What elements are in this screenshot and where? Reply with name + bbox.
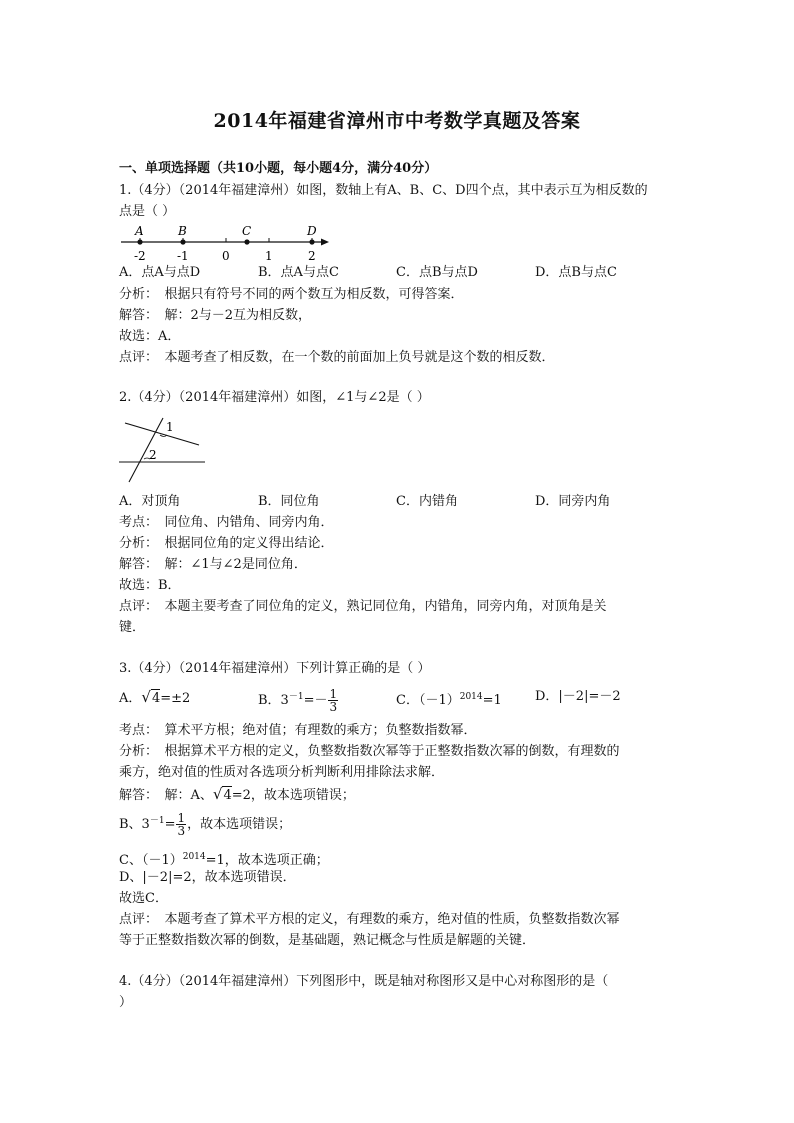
q2-option-b: B．同位角	[258, 494, 320, 509]
q3-choice: 故选C．	[119, 891, 168, 906]
q3-option-d: D．|－2|=－2	[535, 689, 621, 704]
q2-angle-figure	[119, 414, 211, 486]
section-heading: 一、单项选择题（共10小题，每小题4分，满分40分）	[119, 161, 438, 176]
q1-option-b: B．点A与点C	[258, 265, 339, 280]
q3-point: 考点： 算术平方根；绝对值；有理数的乘方；负整数指数幂．	[119, 723, 477, 738]
q3-comment-line2: 等于正整数指数次幂的倒数，是基础题，熟记概念与性质是解题的关键．	[119, 933, 536, 948]
q3-comment-line1: 点评： 本题考查了算术平方根的定义，有理数的乘方，绝对值的性质，负整数指数次幂	[119, 912, 620, 927]
q3-answer-b: B、$3^{-1}=$ $\frac{1}{3}$ ，故本选项错误；	[119, 811, 292, 838]
point-label-d: D	[307, 224, 317, 238]
q2-option-c: C．内错角	[396, 494, 458, 509]
point-label-c: C	[242, 224, 252, 238]
page-title: 2014年福建省漳州市中考数学真题及答案	[213, 110, 581, 132]
fraction: $\frac{1}{3}$	[329, 687, 338, 714]
q1-choice: 故选：A．	[119, 329, 181, 344]
point-label-a: A	[135, 224, 144, 238]
q3-analysis-line2: 乘方，绝对值的性质对各选项分析判断利用排除法求解．	[119, 765, 445, 780]
q2-answer: 解答： 解：∠1与∠2是同位角．	[119, 557, 307, 572]
q2-choice: 故选：B．	[119, 578, 181, 593]
tick-label: 1	[265, 249, 273, 263]
q2-options	[119, 493, 679, 511]
q2-stem: 2.（4分）（2014年福建漳州）如图，∠1与∠2是（ ）	[119, 390, 430, 405]
tick-label: -2	[134, 249, 146, 263]
q1-stem-line2: 点是（ ）	[119, 204, 176, 219]
q3-options	[119, 688, 679, 712]
q3-answer-c: C、$(-1)^{2014}=1$，故本选项正确；	[119, 852, 329, 868]
q3-answer-d: D、|－2|=2，故本选项错误．	[119, 870, 296, 885]
q2-option-d: D．同旁内角	[535, 494, 611, 509]
tick-label: -1	[177, 249, 189, 263]
q1-option-d: D．点B与点C	[535, 265, 617, 280]
q1-comment: 点评： 本题考查了相反数，在一个数的前面加上负号就是这个数的相反数．	[119, 350, 555, 365]
q1-options	[119, 264, 679, 282]
q1-number-line-figure	[119, 224, 334, 264]
q4-stem-line1: 4.（4分）（2014年福建漳州）下列图形中，既是轴对称图形又是中心对称图形的是（	[119, 974, 609, 989]
q3-answer: 解答： 解：A、√4=2，故本选项错误；	[119, 785, 355, 803]
q1-option-c: C．点B与点D	[396, 265, 478, 280]
q3-option-b: B．$3^{-1}=-$ $\frac{1}{3}$	[258, 687, 338, 714]
q3-stem: 3.（4分）（2014年福建漳州）下列计算正确的是（ ）	[119, 661, 431, 676]
q2-comment-line1: 点评： 本题主要考查了同位角的定义，熟记同位角，内错角，同旁内角，对顶角是关	[119, 599, 607, 614]
q2-point: 考点： 同位角、内错角、同旁内角．	[119, 515, 334, 530]
angle-label-2: 2	[149, 448, 157, 462]
q3-option-c: C．$(-1)^{2014}=1$	[396, 692, 502, 708]
tick-label: 0	[222, 249, 230, 263]
point-label-b: B	[178, 224, 187, 238]
sqrt-radicand: 4	[151, 691, 161, 706]
q3-analysis-line1: 分析： 根据算术平方根的定义，负整数指数次幂等于正整数指数次幂的倒数，有理数的	[119, 744, 620, 759]
angle-label-1: 1	[166, 420, 174, 434]
q1-option-a: A．点A与点D	[119, 265, 201, 280]
tick-label: 2	[308, 249, 316, 263]
q1-stem-line1: 1.（4分）（2014年福建漳州）如图，数轴上有A、B、C、D四个点，其中表示互为相反数的	[119, 183, 648, 198]
q4-stem-line2: ）	[119, 995, 133, 1010]
q2-comment-line2: 键．	[119, 620, 146, 635]
q1-answer: 解答： 解：2与－2互为相反数，	[119, 308, 312, 323]
q2-option-a: A．对顶角	[119, 494, 181, 509]
q2-analysis: 分析： 根据同位角的定义得出结论．	[119, 536, 334, 551]
q3-option-a: A．√4=±2	[119, 688, 191, 706]
fraction: $\frac{1}{3}$	[177, 811, 186, 838]
q1-analysis: 分析： 根据只有符号不同的两个数互为相反数，可得答案．	[119, 287, 464, 302]
sqrt-radicand: 4	[223, 788, 232, 803]
